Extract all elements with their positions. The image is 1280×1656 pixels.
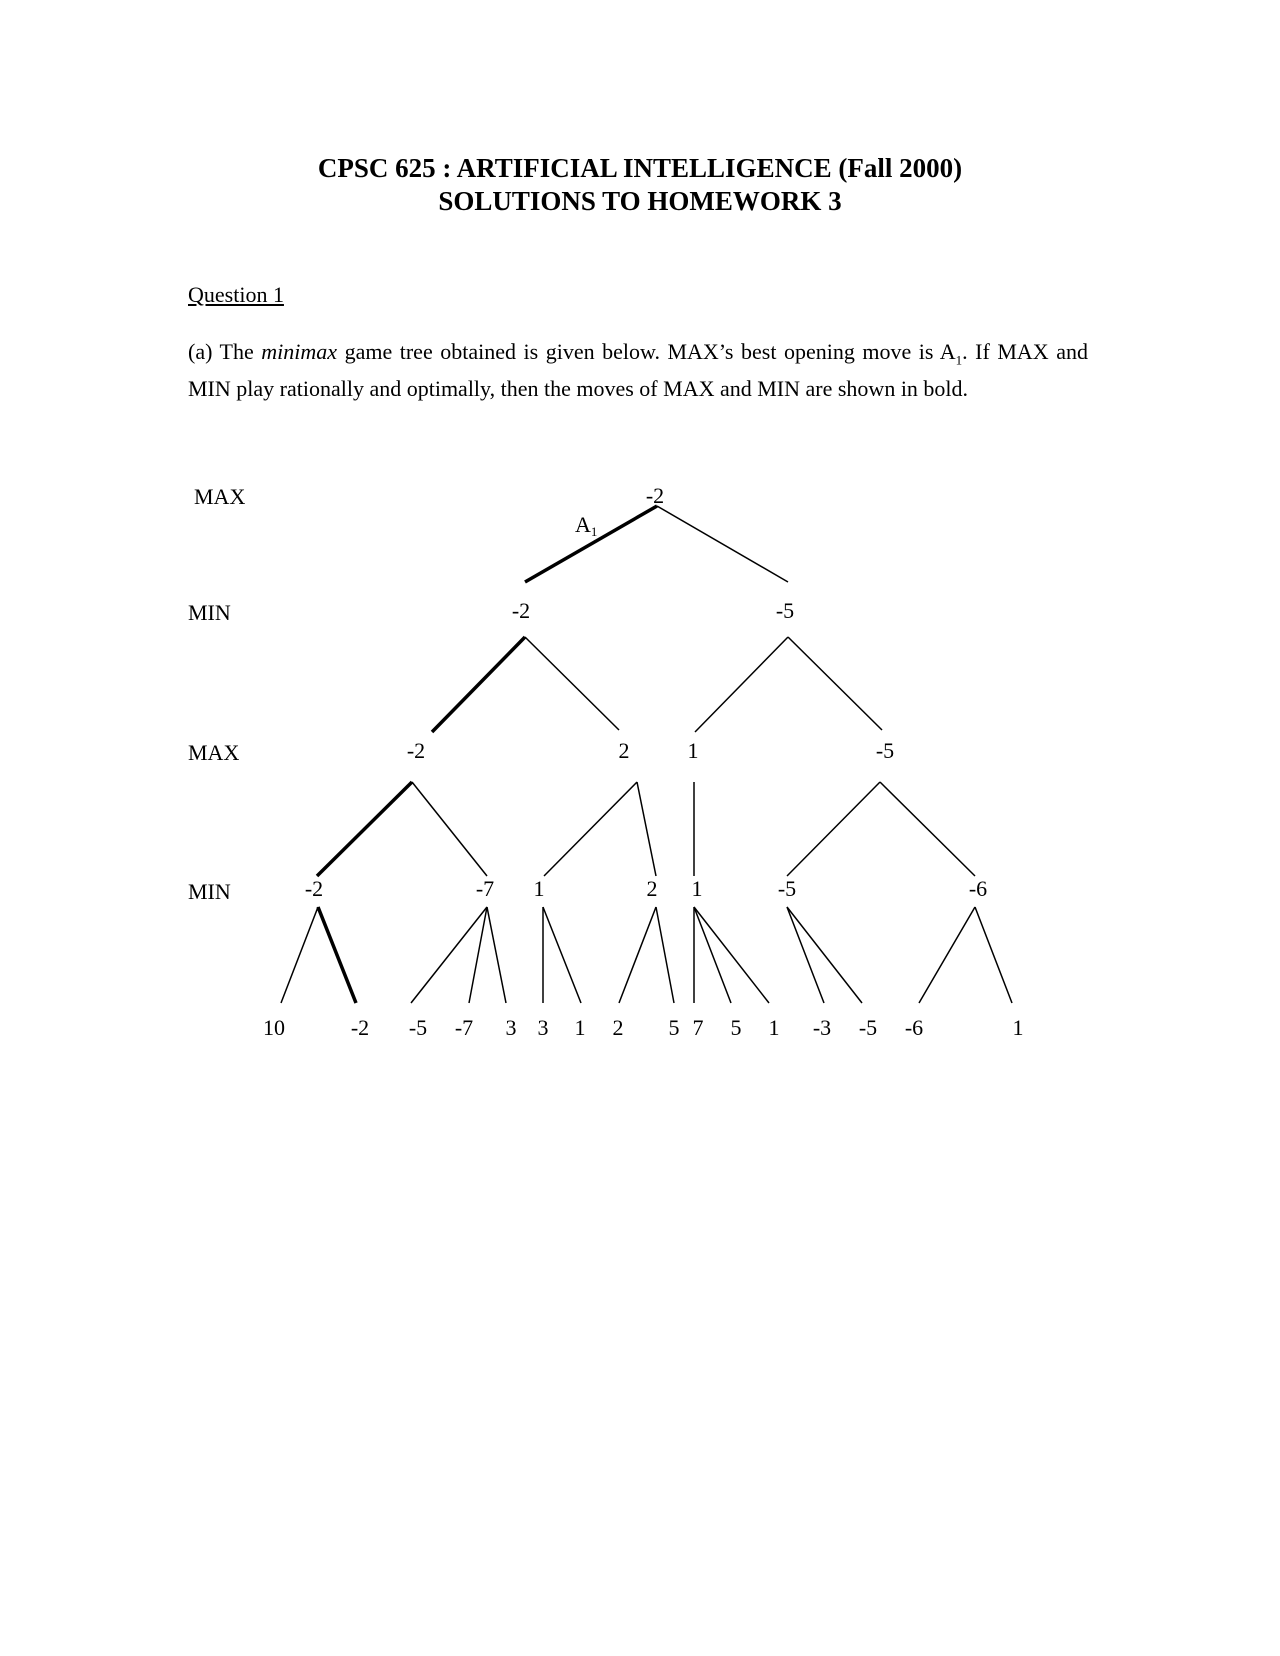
leaf-11: 1 xyxy=(768,1015,780,1040)
edge-l3d-leaf8 xyxy=(619,907,656,1003)
level-label-min-1: MIN xyxy=(188,600,231,625)
edge-label-sub: 1 xyxy=(590,524,598,539)
node-l3-3: 2 xyxy=(646,876,658,901)
edge-l3e-leaf11 xyxy=(694,907,731,1003)
node-l1-1: -5 xyxy=(775,598,795,623)
leaf-0: 10 xyxy=(263,1015,285,1040)
edge-l3d-leaf9 xyxy=(656,907,674,1003)
edge-l2d-l3g xyxy=(880,782,975,876)
leaf-4: 3 xyxy=(505,1015,517,1040)
tree-edges xyxy=(281,506,1012,1003)
leaf-3: -7 xyxy=(454,1015,474,1040)
leaf-7: 2 xyxy=(612,1015,624,1040)
edge-l1b-l2d xyxy=(788,637,882,730)
node-root: -2 xyxy=(645,483,665,508)
edge-l3a-leaf1 xyxy=(281,907,318,1003)
node-l3-1: -7 xyxy=(475,876,495,901)
question-heading: Question 1 xyxy=(188,282,284,307)
node-l2-0: -2 xyxy=(406,738,426,763)
edge-bold-root-l1a xyxy=(525,506,657,582)
node-l3-2: 1 xyxy=(533,876,545,901)
document-title: CPSC 625 : ARTIFICIAL INTELLIGENCE (Fall 2000) xyxy=(317,153,963,183)
paragraph-italic-term: minimax xyxy=(261,339,338,364)
node-l2-2: 1 xyxy=(687,738,699,763)
level-label-max-0: MAX xyxy=(194,484,246,509)
paragraph-subscript: 1 xyxy=(955,352,963,368)
edge-l3g-leaf16 xyxy=(975,907,1012,1003)
leaf-10: 5 xyxy=(730,1015,742,1040)
node-l2-3: -5 xyxy=(875,738,895,763)
node-l2-1: 2 xyxy=(618,738,630,763)
edge-l2a-l3b xyxy=(412,782,487,876)
edge-l3b-leaf5 xyxy=(487,907,506,1003)
node-l3-4: 1 xyxy=(691,876,703,901)
edge-l2b-l3c xyxy=(544,782,637,876)
paragraph-text-2: game tree obtained is given below. MAX’s best opening move is A xyxy=(337,339,956,364)
edge-label-a1 xyxy=(575,512,597,539)
edge-root-l1b xyxy=(657,506,788,582)
leaf-5: 3 xyxy=(537,1015,549,1040)
edge-bold-l1a-l2a xyxy=(432,637,525,732)
leaf-12: -3 xyxy=(812,1015,832,1040)
edge-l3b-leaf3 xyxy=(411,907,487,1003)
leaf-1: -2 xyxy=(350,1015,370,1040)
edge-label-main: A xyxy=(575,512,591,537)
edge-bold-l2a-l3a xyxy=(317,782,412,876)
level-label-min-3: MIN xyxy=(188,879,231,904)
leaf-8: 5 xyxy=(668,1015,680,1040)
node-l3-6: -6 xyxy=(968,876,988,901)
node-l1-0: -2 xyxy=(511,598,531,623)
edge-l2d-l3f xyxy=(787,782,880,876)
edge-bold-l3a-leaf2 xyxy=(318,907,356,1003)
leaf-14: -6 xyxy=(904,1015,924,1040)
edge-l1b-l2c xyxy=(695,637,788,732)
edge-l1a-l2b xyxy=(525,637,619,730)
edge-l3e-leaf12 xyxy=(694,907,769,1003)
edge-l3b-leaf4 xyxy=(469,907,487,1003)
node-l3-5: -5 xyxy=(777,876,797,901)
paragraph-text-1: (a) The xyxy=(188,339,262,364)
paragraph-text-3: . If MAX and MIN play rationally and optimally, then the moves of MAX and MIN are shown in bold. xyxy=(188,339,1088,402)
leaf-15: 1 xyxy=(1012,1015,1024,1040)
edge-l3g-leaf15 xyxy=(919,907,975,1003)
edge-l3f-leaf14 xyxy=(787,907,862,1003)
tree-node-values xyxy=(263,483,1024,1040)
leaf-9: 7 xyxy=(692,1015,704,1040)
node-l3-0: -2 xyxy=(304,876,324,901)
edge-l3c-leaf7 xyxy=(543,907,581,1003)
leaf-2: -5 xyxy=(408,1015,428,1040)
leaf-6: 1 xyxy=(574,1015,586,1040)
level-label-max-2: MAX xyxy=(188,740,240,765)
edge-l3f-leaf13 xyxy=(787,907,824,1003)
edge-l2b-l3d xyxy=(637,782,656,876)
leaf-13: -5 xyxy=(858,1015,878,1040)
document-subtitle: SOLUTIONS TO HOMEWORK 3 xyxy=(438,186,842,216)
